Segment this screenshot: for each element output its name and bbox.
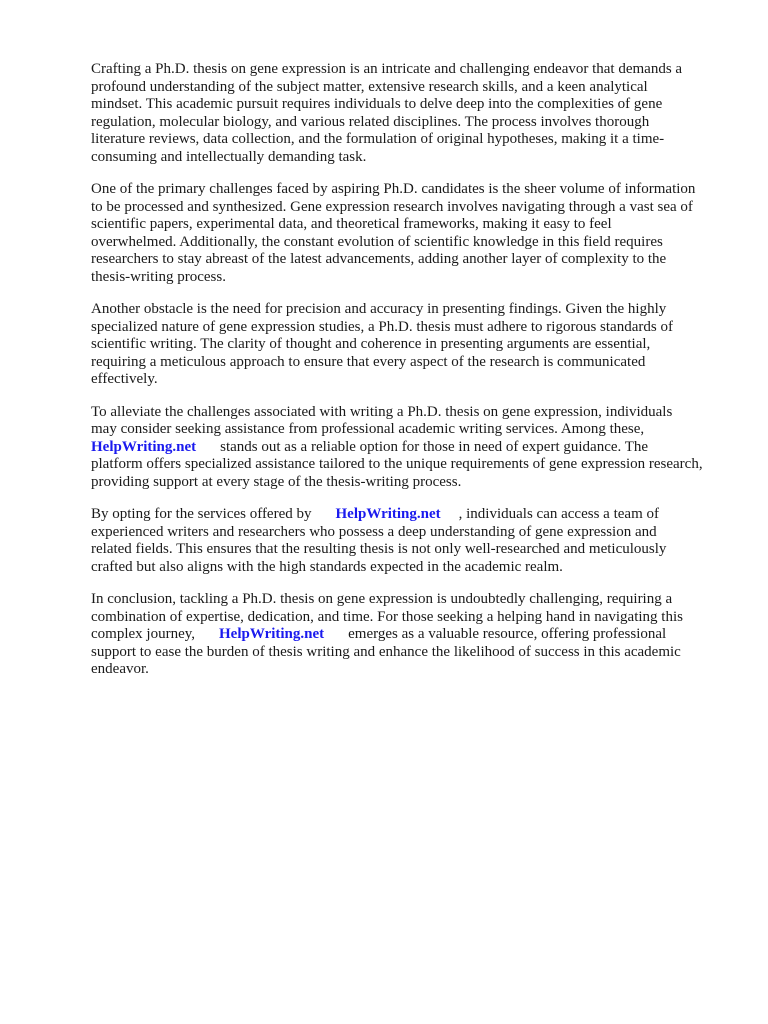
text-line: specialized nature of gene expression studies, a Ph.D. thesis must adhere to rigorous standards of: [91, 318, 673, 335]
text-line: thesis-writing process.: [91, 268, 226, 285]
text-line: may consider seeking assistance from professional academic writing services. Among these,: [91, 421, 645, 437]
text-fragment: By opting for the services offered by: [91, 506, 312, 522]
helpwriting-link[interactable]: HelpWriting.net: [335, 506, 441, 522]
paragraph-services: [91, 506, 731, 576]
helpwriting-link[interactable]: HelpWriting.net: [91, 438, 197, 455]
text-line: regulation, molecular biology, and various related disciplines. The process involves thorough: [91, 113, 650, 130]
text-fragment: complex journey,: [91, 626, 195, 642]
text-fragment: stands out as a reliable option for those in need of expert guidance. The: [220, 438, 649, 455]
text-line: mindset. This academic pursuit requires individuals to delve deep into the complexities of gene: [91, 96, 663, 112]
text-line: related fields. This ensures that the resulting thesis is not only well-researched and meticulously: [91, 541, 667, 557]
text-line-with-link: [91, 439, 731, 457]
text-line: providing support at every stage of the thesis-writing process.: [91, 473, 462, 490]
text-line: crafted but also aligns with the high standards expected in the academic realm.: [91, 558, 563, 575]
text-line: To alleviate the challenges associated with writing a Ph.D. thesis on gene expression, individuals: [91, 403, 673, 420]
text-line: scientific writing. The clarity of thought and coherence in presenting arguments are essential,: [91, 336, 651, 352]
text-line: researchers to stay abreast of the latest advancements, adding another layer of complexity to the: [91, 251, 667, 267]
text-line: effectively.: [91, 371, 158, 387]
text-line: Crafting a Ph.D. thesis on gene expression is an intricate and challenging endeavor that demands a: [91, 61, 683, 77]
text-line: experienced writers and researchers who possess a deep understanding of gene expression and: [91, 523, 657, 540]
text-line-with-link: [91, 626, 731, 644]
paragraph-obstacle: [91, 301, 731, 389]
helpwriting-link[interactable]: HelpWriting.net: [219, 626, 325, 642]
text-line: requiring a meticulous approach to ensure that every aspect of the research is communicated: [91, 353, 646, 370]
text-line: In conclusion, tackling a Ph.D. thesis on gene expression is undoubtedly challenging, requiring a: [91, 591, 673, 607]
paragraph-conclusion: [91, 591, 731, 679]
text-line: Another obstacle is the need for precision and accuracy in presenting findings. Given the highly: [91, 301, 667, 317]
text-fragment: emerges as a valuable resource, offering professional: [348, 626, 667, 642]
text-line: platform offers specialized assistance tailored to the unique requirements of gene expression research,: [91, 456, 703, 472]
text-line: endeavor.: [91, 661, 149, 677]
text-line-with-link: [91, 506, 731, 524]
text-line: consuming and intellectually demanding task.: [91, 148, 367, 165]
text-line: profound understanding of the subject matter, extensive research skills, and a keen analytical: [91, 78, 648, 95]
text-line: literature reviews, data collection, and the formulation of original hypotheses, making it a time-: [91, 131, 665, 147]
paragraph-alleviate: [91, 404, 731, 492]
paragraph-intro: [91, 61, 731, 166]
text-line: combination of expertise, dedication, and time. For those seeking a helping hand in navigating this: [91, 608, 683, 625]
text-fragment: , individuals can access a team of: [458, 506, 659, 522]
document-body: [91, 61, 731, 694]
text-line: support to ease the burden of thesis writing and enhance the likelihood of success in this academic: [91, 643, 681, 660]
text-line: scientific papers, experimental data, and theoretical frameworks, making it easy to feel: [91, 216, 612, 232]
paragraph-challenges: [91, 181, 731, 286]
text-line: to be processed and synthesized. Gene expression research involves navigating through a vast sea of: [91, 198, 693, 215]
text-line: One of the primary challenges faced by aspiring Ph.D. candidates is the sheer volume of information: [91, 181, 696, 197]
text-line: overwhelmed. Additionally, the constant evolution of scientific knowledge in this field requires: [91, 233, 663, 250]
